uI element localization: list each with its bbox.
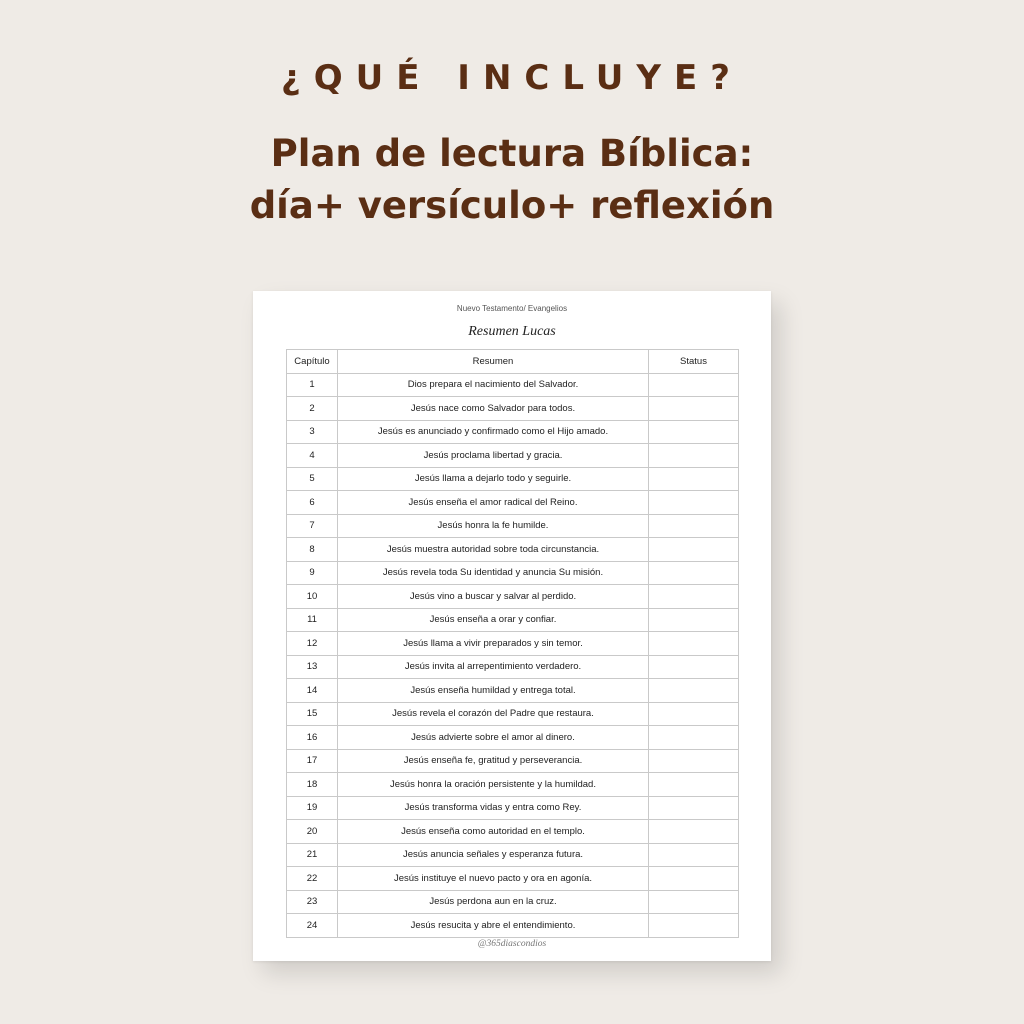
status-cell <box>649 749 739 773</box>
chapter-cell: 5 <box>287 467 338 491</box>
summary-cell: Jesús proclama libertad y gracia. <box>338 444 649 468</box>
chapter-cell: 20 <box>287 820 338 844</box>
table-row <box>287 420 739 444</box>
status-cell <box>649 561 739 585</box>
table-row <box>287 491 739 515</box>
table-row <box>287 444 739 468</box>
chapter-cell: 3 <box>287 420 338 444</box>
chapter-cell: 9 <box>287 561 338 585</box>
headline-line-1: Plan de lectura Bíblica: <box>270 132 754 175</box>
status-cell <box>649 726 739 750</box>
status-cell <box>649 890 739 914</box>
chapter-cell: 17 <box>287 749 338 773</box>
summary-cell: Jesús revela el corazón del Padre que restaura. <box>338 702 649 726</box>
sheet-kicker: Nuevo Testamento/ Evangelios <box>456 304 568 313</box>
status-cell <box>649 843 739 867</box>
table-row <box>287 373 739 397</box>
summary-cell: Jesús es anunciado y confirmado como el Hijo amado. <box>338 420 649 444</box>
column-header-summary: Resumen <box>338 350 649 374</box>
chapter-cell: 6 <box>287 491 338 515</box>
status-cell <box>649 538 739 562</box>
summary-cell: Jesús revela toda Su identidad y anuncia Su misión. <box>338 561 649 585</box>
status-cell <box>649 373 739 397</box>
chapter-cell: 2 <box>287 397 338 421</box>
chapter-cell: 14 <box>287 679 338 703</box>
summary-cell: Jesús vino a buscar y salvar al perdido. <box>338 585 649 609</box>
status-cell <box>649 867 739 891</box>
chapter-cell: 16 <box>287 726 338 750</box>
status-cell <box>649 608 739 632</box>
status-cell <box>649 914 739 938</box>
status-cell <box>649 467 739 491</box>
summary-cell: Jesús nace como Salvador para todos. <box>338 397 649 421</box>
chapter-cell: 18 <box>287 773 338 797</box>
status-cell <box>649 444 739 468</box>
table-row <box>287 679 739 703</box>
column-header-chapter: Capítulo <box>287 350 338 374</box>
status-cell <box>649 420 739 444</box>
summary-cell: Jesús resucita y abre el entendimiento. <box>338 914 649 938</box>
chapter-cell: 19 <box>287 796 338 820</box>
status-cell <box>649 585 739 609</box>
chapter-cell: 11 <box>287 608 338 632</box>
summary-cell: Jesús perdona aun en la cruz. <box>338 890 649 914</box>
headline-line-2: día+ versículo+ reflexión <box>249 184 775 227</box>
summary-cell: Jesús enseña humildad y entrega total. <box>338 679 649 703</box>
summary-cell: Jesús muestra autoridad sobre toda circunstancia. <box>338 538 649 562</box>
chapter-cell: 21 <box>287 843 338 867</box>
status-cell <box>649 702 739 726</box>
chapter-cell: 24 <box>287 914 338 938</box>
status-cell <box>649 491 739 515</box>
summary-cell: Jesús enseña a orar y confiar. <box>338 608 649 632</box>
printable-sheet-preview <box>253 291 771 961</box>
summary-cell: Jesús transforma vidas y entra como Rey. <box>338 796 649 820</box>
table-row <box>287 397 739 421</box>
chapter-cell: 4 <box>287 444 338 468</box>
summary-cell: Jesús anuncia señales y esperanza futura. <box>338 843 649 867</box>
status-cell <box>649 514 739 538</box>
summary-cell: Jesús enseña fe, gratitud y perseverancia. <box>338 749 649 773</box>
table-row <box>287 726 739 750</box>
table-row <box>287 632 739 656</box>
summary-cell: Jesús invita al arrepentimiento verdadero. <box>338 655 649 679</box>
summary-cell: Jesús llama a dejarlo todo y seguirle. <box>338 467 649 491</box>
table-row <box>287 820 739 844</box>
section-eyebrow: ¿QUÉ INCLUYE? <box>281 58 743 98</box>
chapter-cell: 13 <box>287 655 338 679</box>
sheet-title: Resumen Lucas <box>468 324 556 339</box>
table-row <box>287 514 739 538</box>
chapter-cell: 12 <box>287 632 338 656</box>
table-row <box>287 749 739 773</box>
table-row <box>287 867 739 891</box>
status-cell <box>649 632 739 656</box>
table-row <box>287 843 739 867</box>
summary-cell: Jesús enseña el amor radical del Reino. <box>338 491 649 515</box>
status-cell <box>649 679 739 703</box>
summary-cell: Dios prepara el nacimiento del Salvador. <box>338 373 649 397</box>
summary-cell: Jesús honra la fe humilde. <box>338 514 649 538</box>
table-row <box>287 796 739 820</box>
table-row <box>287 655 739 679</box>
table-row <box>287 773 739 797</box>
table-row <box>287 538 739 562</box>
reading-plan-table <box>286 349 739 938</box>
summary-cell: Jesús instituye el nuevo pacto y ora en agonía. <box>338 867 649 891</box>
status-cell <box>649 773 739 797</box>
sheet-footer-handle: @365diascondios <box>477 939 547 949</box>
status-cell <box>649 655 739 679</box>
table-row <box>287 467 739 491</box>
table-header-row <box>287 350 739 374</box>
column-header-status: Status <box>649 350 739 374</box>
table-row <box>287 561 739 585</box>
chapter-cell: 7 <box>287 514 338 538</box>
chapter-cell: 10 <box>287 585 338 609</box>
chapter-cell: 15 <box>287 702 338 726</box>
summary-cell: Jesús advierte sobre el amor al dinero. <box>338 726 649 750</box>
status-cell <box>649 820 739 844</box>
status-cell <box>649 796 739 820</box>
status-cell <box>649 397 739 421</box>
table-row <box>287 702 739 726</box>
summary-cell: Jesús llama a vivir preparados y sin temor. <box>338 632 649 656</box>
summary-cell: Jesús honra la oración persistente y la humildad. <box>338 773 649 797</box>
chapter-cell: 8 <box>287 538 338 562</box>
chapter-cell: 23 <box>287 890 338 914</box>
table-row <box>287 890 739 914</box>
chapter-cell: 1 <box>287 373 338 397</box>
table-row <box>287 585 739 609</box>
table-row <box>287 914 739 938</box>
summary-cell: Jesús enseña como autoridad en el templo. <box>338 820 649 844</box>
chapter-cell: 22 <box>287 867 338 891</box>
page-headline <box>0 128 1024 232</box>
table-row <box>287 608 739 632</box>
